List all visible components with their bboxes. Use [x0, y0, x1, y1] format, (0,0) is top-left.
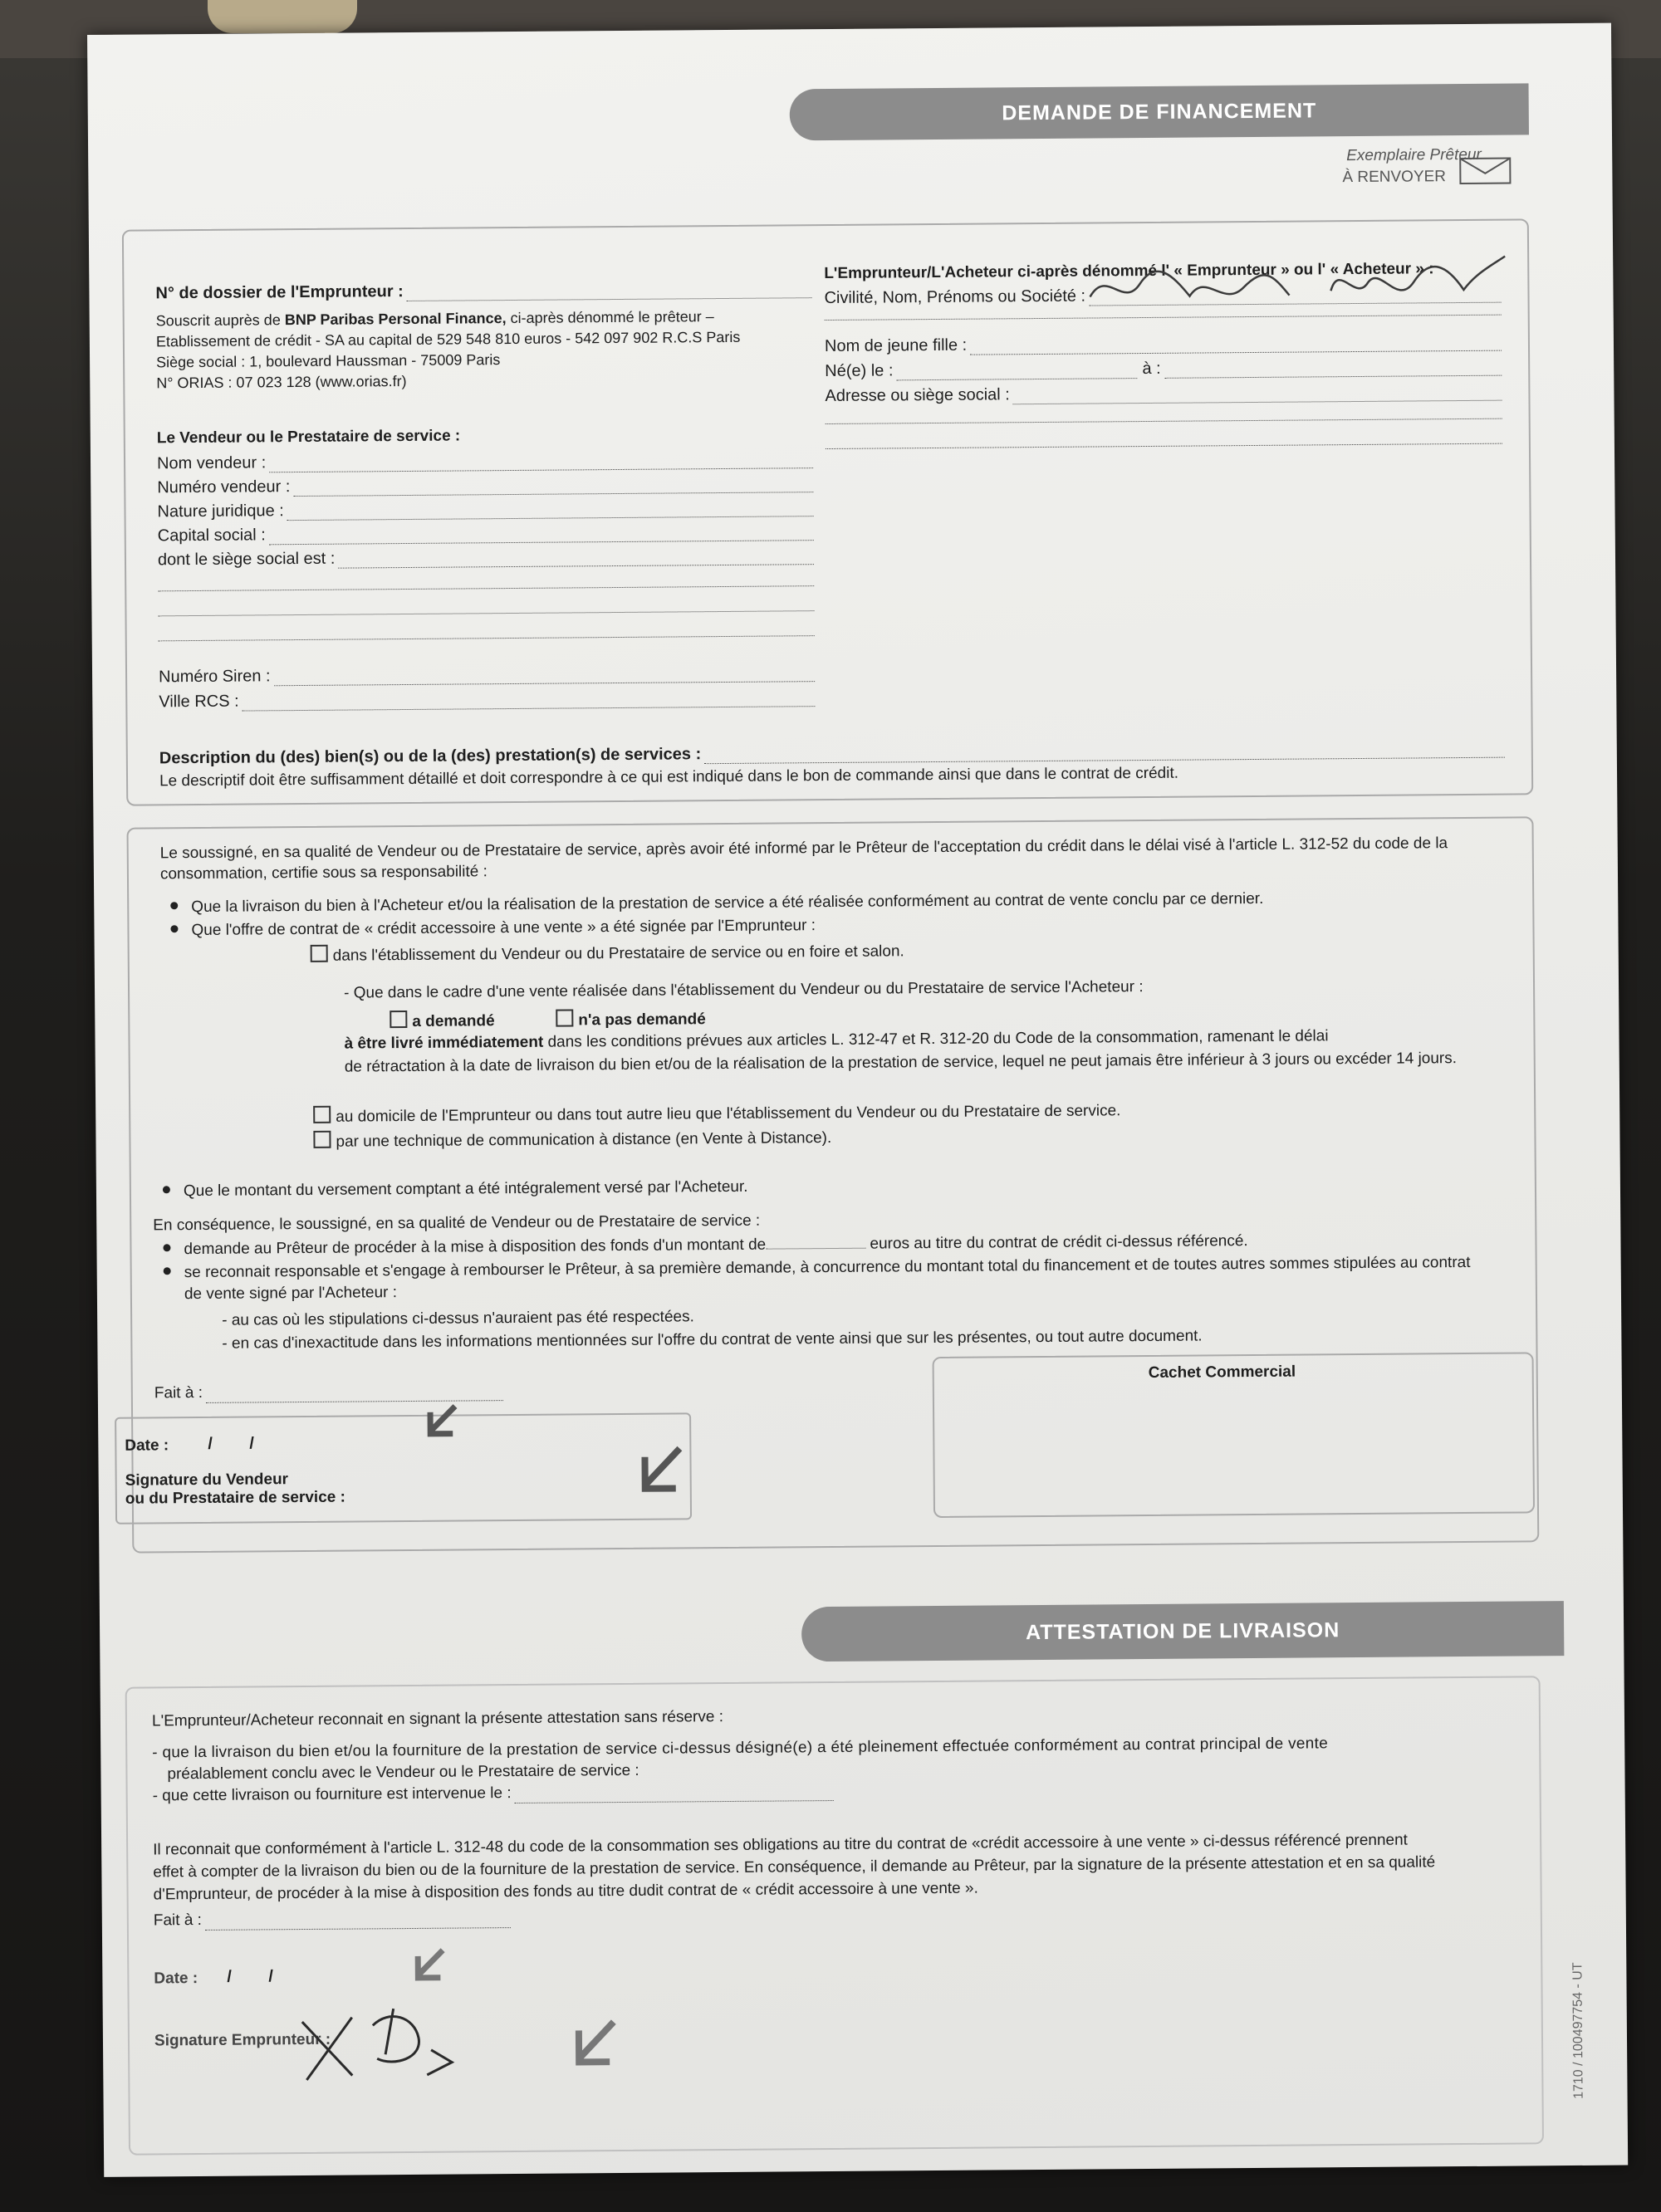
address-field[interactable]: Adresse ou siège social : — [825, 381, 1502, 406]
asked-checkbox[interactable] — [390, 1011, 407, 1028]
attestation-p1: L'Emprunteur/Acheteur reconnait en signant la présente attestation sans réserve : — [151, 1708, 724, 1730]
distance-checkbox[interactable] — [313, 1131, 331, 1148]
lender-line-1: Souscrit auprès de BNP Paribas Personal Finance, ci-après dénommé le prêteur – — [155, 308, 714, 330]
envelope-icon — [1458, 157, 1512, 186]
siren-field[interactable]: Numéro Siren : — [159, 662, 815, 687]
form-page — [87, 23, 1628, 2177]
sub-intro: - Que dans le cadre d'une vente réalisée dans l'établissement du Vendeur ou du Prestataire de service l'Acheteur : — [343, 978, 1144, 1002]
borrower-heading: L'Emprunteur/L'Acheteur ci-après dénommé l' « Emprunteur » ou l' « Acheteur » : — [824, 260, 1434, 283]
vendor-heading: Le Vendeur ou le Prestataire de service : — [156, 427, 461, 448]
share-capital-field[interactable]: Capital social : — [158, 521, 814, 546]
cert-intro-2: consommation, certifie sous sa responsabilité : — [159, 863, 488, 883]
attestation-p2: - que la livraison du bien et/ou la fourniture de la prestation de service ci-dessus désigné(e) a été pleinement effectuée conformément au contrat principal de vente — [152, 1735, 1329, 1762]
attestation-title-banner — [801, 1601, 1564, 1661]
option-asked[interactable]: a demandé — [390, 1010, 494, 1032]
borrower-made-at-field[interactable]: Fait à : — [154, 1908, 511, 1931]
delivery-line-1: à être livré immédiatement dans les conditions prévues aux articles L. 312-47 et R. 312-20 du Code de la consommation, ramenant le délai — [344, 1027, 1329, 1053]
sign-here-arrow-icon — [418, 1402, 468, 1443]
attestation-title: ATTESTATION DE LIVRAISON — [1025, 1617, 1340, 1644]
delivery-date-field[interactable]: - que cette livraison ou fourniture est intervenue le : — [153, 1781, 834, 1806]
borrower-date-sep-2: / — [268, 1967, 274, 1986]
establishment-checkbox[interactable] — [311, 945, 328, 962]
consequence-bullet-2: se reconnait responsable et s'engage à rembourser le Prêteur, à sa première demande, à concurrence du montant total du financement et de toutes autres sommes stipulées au contrat — [164, 1253, 1471, 1283]
cert-bullet-3: Que le montant du versement comptant a été intégralement versé par l'Acheteur. — [163, 1177, 748, 1202]
delivery-line-2: de rétractation à la date de livraison du bien et/ou de la réalisation de la prestation de service, lequel ne peut jamais être inférieur à 3 jours ou excéder 14 jours. — [344, 1050, 1458, 1076]
head-office-field[interactable]: dont le siège social est : — [158, 545, 814, 570]
vendor-made-at-field[interactable]: Fait à : — [154, 1381, 503, 1403]
form-title: DEMANDE DE FINANCEMENT — [1002, 98, 1317, 125]
vendor-number-field[interactable]: Numéro vendeur : — [157, 472, 813, 497]
description-note: Le descriptif doit être suffisamment détaillé et doit correspondre à ce qui est indiqué dans le bon de commande ainsi que dans le contrat de crédit. — [159, 764, 1179, 790]
lender-line-2: Etablissement de crédit - SA au capital de 529 548 810 euros - 542 097 902 R.C.S Paris — [155, 328, 741, 350]
handwritten-name — [1081, 248, 1514, 318]
attestation-p4: Il reconnait que conformément à l'article L. 312-48 du code de la consommation ses obligations au titre du contrat de «crédit accessoire à une vente » ci-dessus référencé prennent — [153, 1831, 1408, 1859]
form-title-banner — [790, 83, 1529, 140]
civility-field[interactable]: Civilité, Nom, Prénoms ou Société : — [824, 283, 1501, 308]
option-not-asked[interactable]: n'a pas demandé — [556, 1008, 706, 1030]
file-number-field[interactable]: N° de dossier de l'Emprunteur : — [155, 278, 811, 303]
copy-label: Exemplaire Prêteur — [1346, 145, 1482, 165]
option-establishment[interactable]: dans l'établissement du Vendeur ou du Prestataire de service ou en foire et salon. — [311, 940, 904, 967]
description-field[interactable]: Description du (des) bien(s) ou de la (des) prestation(s) de services : — [159, 738, 1505, 769]
maiden-name-field[interactable]: Nom de jeune fille : — [825, 331, 1502, 356]
vendor-date-sep-2: / — [249, 1434, 254, 1453]
lender-line-4: N° ORIAS : 07 023 128 (www.orias.fr) — [156, 372, 407, 392]
legal-nature-field[interactable]: Nature juridique : — [157, 497, 813, 521]
borrower-date-label: Date : — [154, 1970, 198, 1988]
commercial-stamp-label: Cachet Commercial — [1148, 1363, 1296, 1382]
consequence-bullet-1: demande au Prêteur de procéder à la mise à disposition des fonds d'un montant de euros au titre du contrat de crédit ci-dessus référencé. — [163, 1231, 1247, 1260]
borrower-signature — [294, 1991, 494, 2092]
vendor-date-label: Date : — [125, 1436, 169, 1455]
rcs-city-field[interactable]: Ville RCS : — [159, 687, 815, 712]
attestation-p4c: d'Emprunteur, de procéder à la mise à disposition des fonds au titre dudit contrat de « crédit accessoire à une vente ». — [153, 1879, 978, 1904]
cert-bullet-2: Que l'offre de contrat de « crédit accessoire à une vente » a été signée par l'Emprunteur : — [170, 916, 816, 941]
vendor-name-field[interactable]: Nom vendeur : — [157, 448, 813, 473]
cert-intro-1: Le soussigné, en sa qualité de Vendeur ou de Prestataire de service, après avoir été informé par le Prêteur de l'acceptation du crédit dans le délai visé à l'article L. 312-52 du code de la — [159, 834, 1448, 863]
option-distance[interactable]: par une technique de communication à distance (en Vente à Distance). — [313, 1127, 831, 1152]
consequence-dash-2: - en cas d'inexactitude dans les informations mentionnées sur l'offre du contrat de vente ainsi que sur les présentes, ou tout autre document. — [222, 1327, 1203, 1353]
consequence-bullet-2-line-2: de vente signé par l'Acheteur : — [184, 1284, 398, 1304]
form-reference-code: 1710 / 100497754 - UT — [1570, 1962, 1586, 2100]
vendor-signature-label-2: ou du Prestataire de service : — [125, 1488, 345, 1508]
option-home[interactable]: au domicile de l'Emprunteur ou dans tout autre lieu que l'établissement du Vendeur ou du Prestataire de service. — [313, 1099, 1120, 1128]
attestation-p4b: effet à compter de la livraison du bien ou de la fourniture de la prestation de service. En conséquence, il demande au Prêteur, par la signature de la présente attestation et en sa qualité — [153, 1853, 1436, 1882]
not-asked-checkbox[interactable] — [556, 1009, 573, 1026]
sign-here-arrow-icon-4 — [564, 2015, 623, 2074]
cert-bullet-1: Que la livraison du bien à l'Acheteur et/ou la réalisation de la prestation de service a été réalisée conformément au contrat de vente conclu par ce dernier. — [170, 889, 1263, 918]
return-label: À RENVOYER — [1342, 168, 1447, 187]
consequence-dash-1: - au cas où les stipulations ci-dessus n'auraient pas été respectées. — [222, 1308, 694, 1329]
borrower-signature-label: Signature Emprunteur : — [154, 2030, 331, 2050]
borrower-date-sep-1: / — [227, 1967, 233, 1986]
birth-date-field[interactable]: Né(e) le : à : — [825, 356, 1502, 381]
lender-line-3: Siège social : 1, boulevard Haussman - 75009 Paris — [156, 351, 501, 371]
sign-here-arrow-icon-3 — [405, 1946, 455, 1988]
attestation-p2b: préalablement conclu avec le Vendeur ou le Prestataire de service : — [167, 1761, 639, 1784]
amount-field[interactable] — [766, 1248, 865, 1250]
home-checkbox[interactable] — [313, 1106, 331, 1123]
vendor-date-sep-1: / — [208, 1434, 213, 1453]
vendor-signature-label-1: Signature du Vendeur — [125, 1471, 289, 1490]
consequence-intro: En conséquence, le soussigné, en sa qualité de Vendeur ou de Prestataire de service : — [153, 1211, 761, 1235]
sign-here-arrow-icon-2 — [630, 1441, 688, 1500]
